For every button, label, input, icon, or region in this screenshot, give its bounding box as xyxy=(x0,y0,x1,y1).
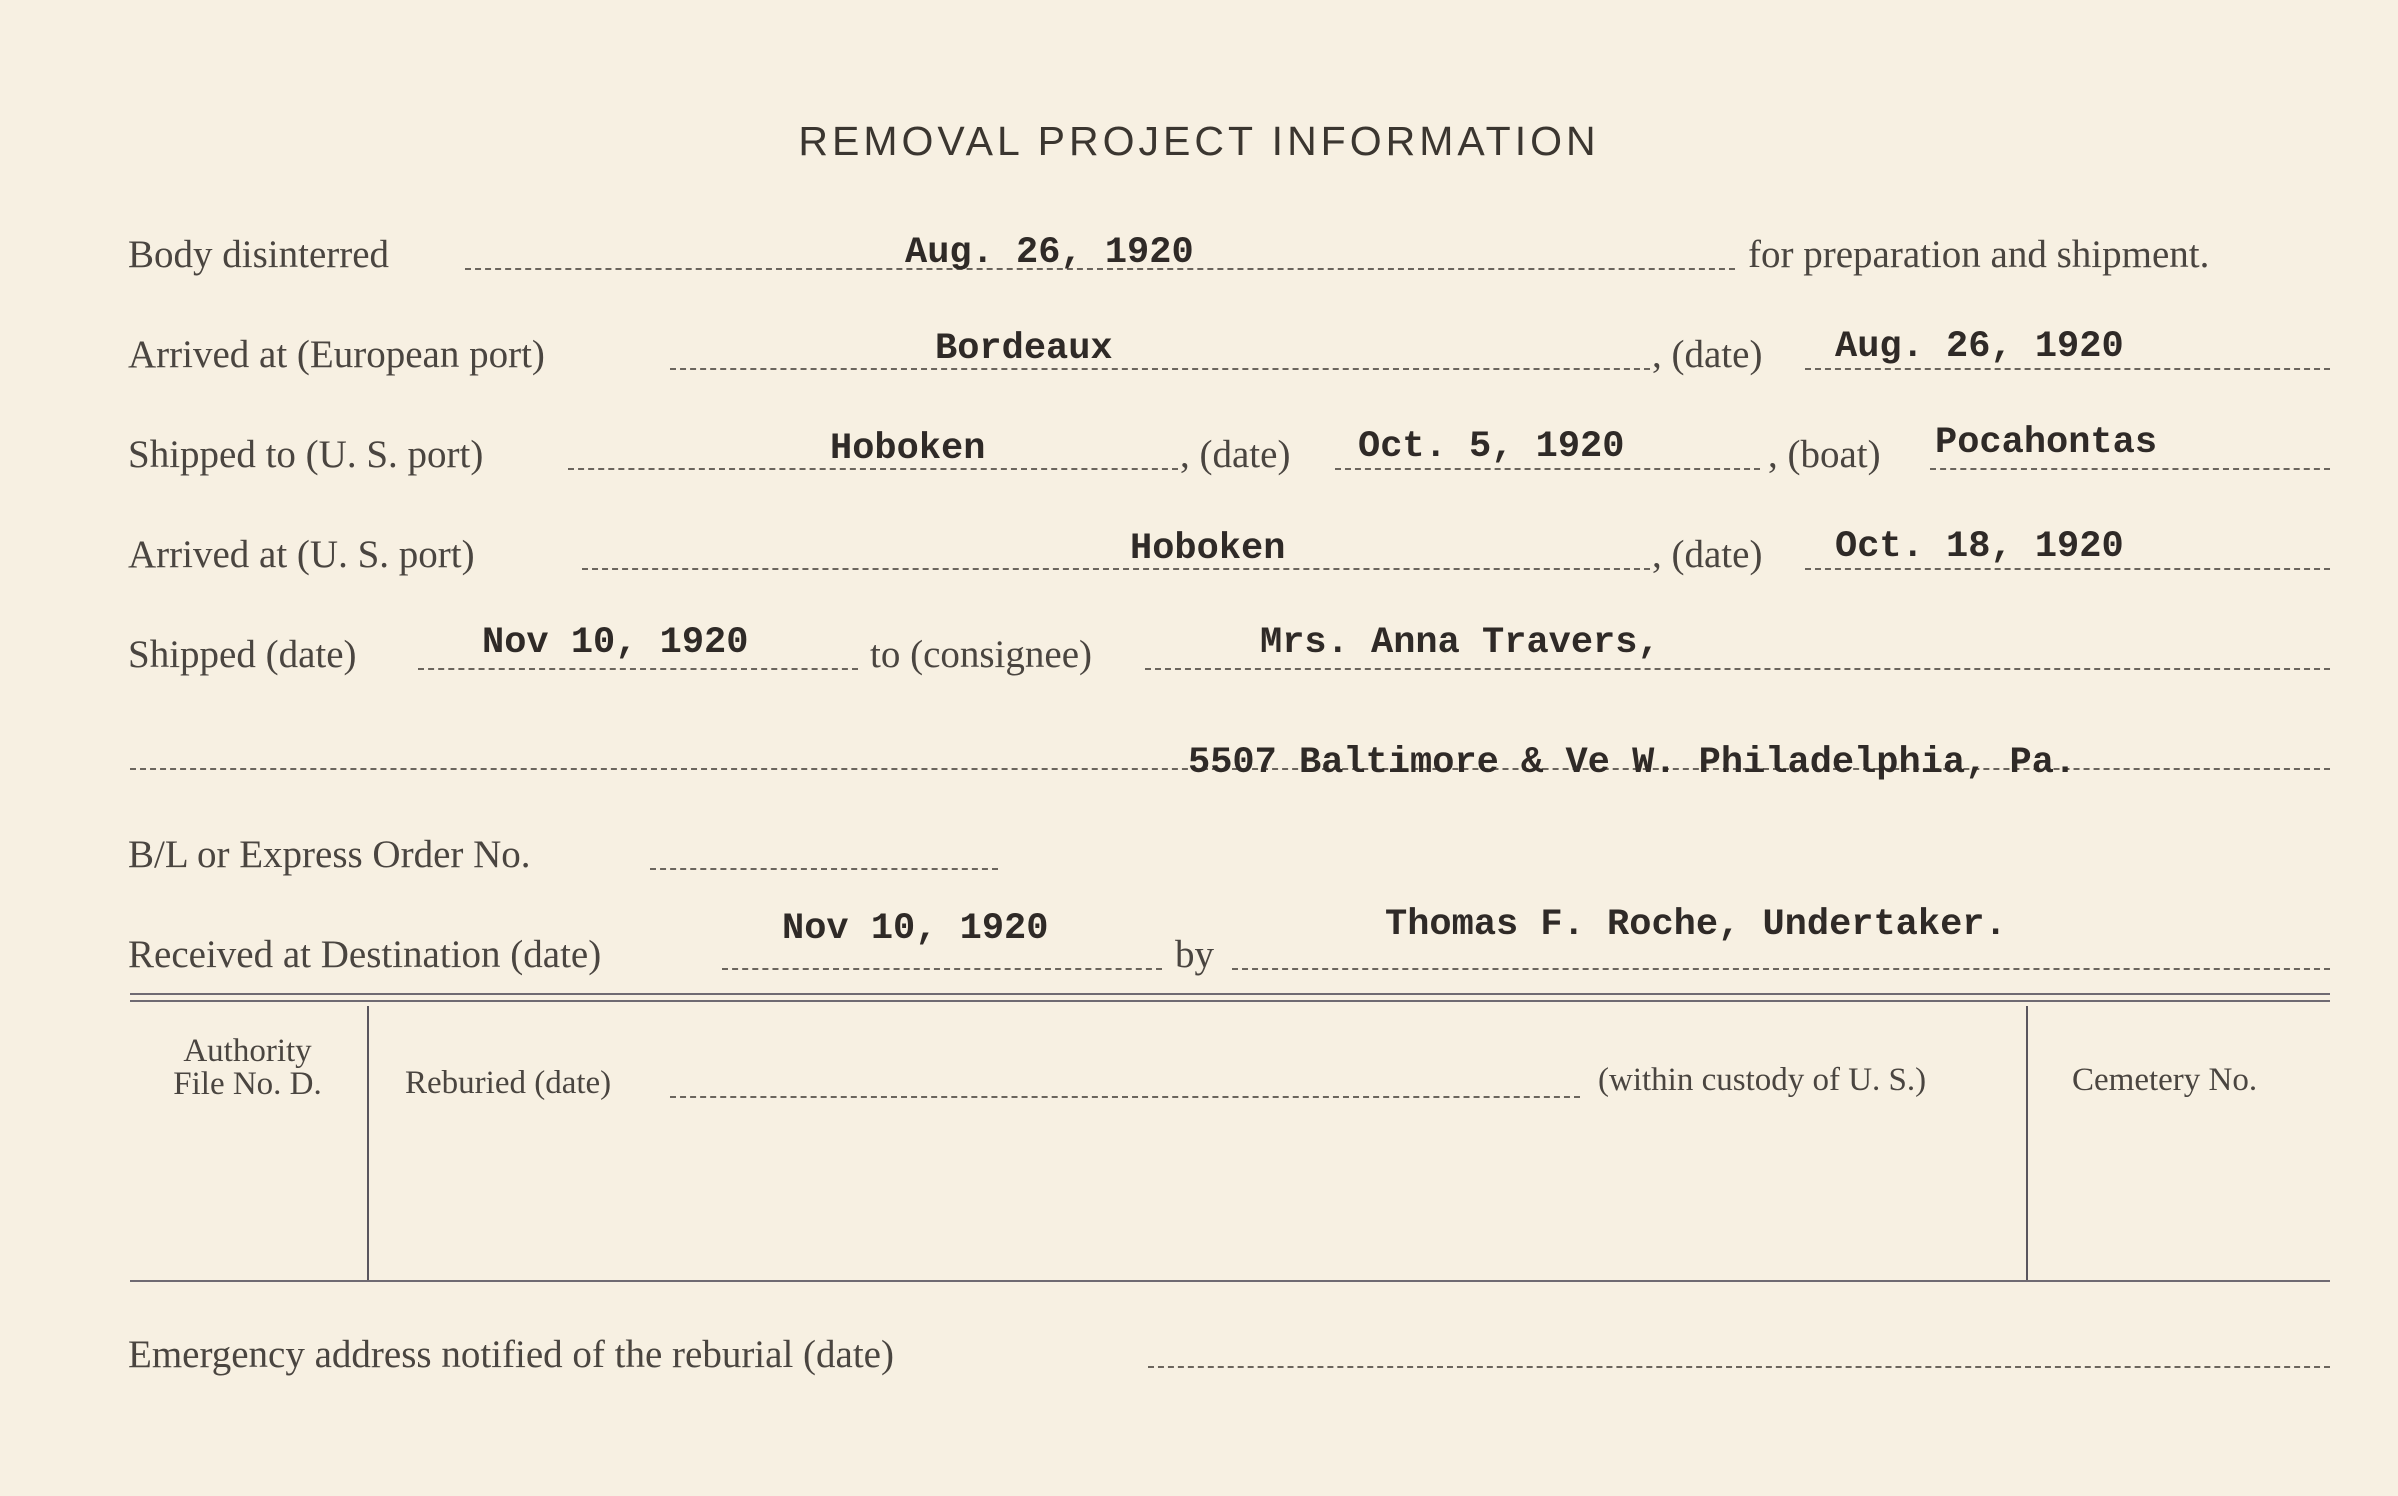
us-arrival-date-value: Oct. 18, 1920 xyxy=(1835,526,2124,568)
authority-file-label xyxy=(140,1035,355,1101)
shipped-to-us-port-label: Shipped to (U. S. port) xyxy=(128,433,484,476)
consignee-address-value: 5507 Baltimore & Ve W. Philadelphia, Pa. xyxy=(1188,742,2077,784)
received-by-line xyxy=(1232,968,2330,970)
consignee-line xyxy=(1145,668,2330,670)
body-disinterred-label: Body disinterred xyxy=(128,233,390,276)
received-destination-label: Received at Destination (date) xyxy=(128,933,602,976)
european-date-label: , (date) xyxy=(1652,333,1763,376)
bl-order-line xyxy=(650,868,998,870)
box-top-rule-1 xyxy=(130,993,2330,995)
european-arrival-date-value: Aug. 26, 1920 xyxy=(1835,326,2124,368)
shipped-date-us-value: Oct. 5, 1920 xyxy=(1358,426,1625,468)
box-left-divider xyxy=(367,1006,369,1280)
us-port-arrived-value: Hoboken xyxy=(1130,528,1286,570)
cemetery-no-label: Cemetery No. xyxy=(2072,1062,2258,1098)
disinterred-date-value: Aug. 26, 1920 xyxy=(905,232,1194,274)
european-port-line xyxy=(670,368,1650,370)
box-bottom-rule xyxy=(130,1280,2330,1282)
us-arrival-date-line xyxy=(1805,568,2330,570)
received-date-line xyxy=(722,968,1162,970)
shipped-date-line xyxy=(1335,468,1760,470)
box-top-rule-2 xyxy=(130,1000,2330,1002)
consignee-value: Mrs. Anna Travers, xyxy=(1260,622,1660,664)
arrived-european-port-label: Arrived at (European port) xyxy=(128,333,545,376)
authority-label-line1: Authority xyxy=(183,1033,312,1069)
us-port-shipped-value: Hoboken xyxy=(830,428,986,470)
to-consignee-label: to (consignee) xyxy=(870,633,1093,676)
reburied-label: Reburied (date) xyxy=(405,1065,612,1101)
shipped-date-row-label: Shipped (date) xyxy=(128,633,357,676)
european-port-value: Bordeaux xyxy=(935,328,1113,370)
authority-label-line2: File No. D. xyxy=(173,1066,322,1102)
received-by-value: Thomas F. Roche, Undertaker. xyxy=(1385,904,2007,946)
shipped-date-label: , (date) xyxy=(1180,433,1291,476)
shipped-date-row-line xyxy=(418,668,858,670)
emergency-line xyxy=(1148,1366,2330,1368)
bl-order-label: B/L or Express Order No. xyxy=(128,833,531,876)
european-date-line xyxy=(1805,368,2330,370)
within-custody-label: (within custody of U. S.) xyxy=(1598,1062,1927,1098)
us-port-arrived-line xyxy=(582,568,1650,570)
received-date-value: Nov 10, 1920 xyxy=(782,908,1049,950)
boat-value: Pocahontas xyxy=(1935,422,2158,464)
boat-label: , (boat) xyxy=(1768,433,1881,476)
us-arrival-date-label: , (date) xyxy=(1652,533,1763,576)
reburied-line xyxy=(670,1096,1580,1098)
arrived-us-port-label: Arrived at (U. S. port) xyxy=(128,533,475,576)
boat-line xyxy=(1930,468,2330,470)
for-preparation-label: for preparation and shipment. xyxy=(1748,233,2210,276)
emergency-label: Emergency address notified of the reburial (date) xyxy=(128,1333,894,1376)
form-heading: REMOVAL PROJECT INFORMATION xyxy=(798,118,1600,164)
shipped-date-value: Nov 10, 1920 xyxy=(482,622,749,664)
box-right-divider xyxy=(2026,1006,2028,1280)
by-label: by xyxy=(1175,933,1214,976)
